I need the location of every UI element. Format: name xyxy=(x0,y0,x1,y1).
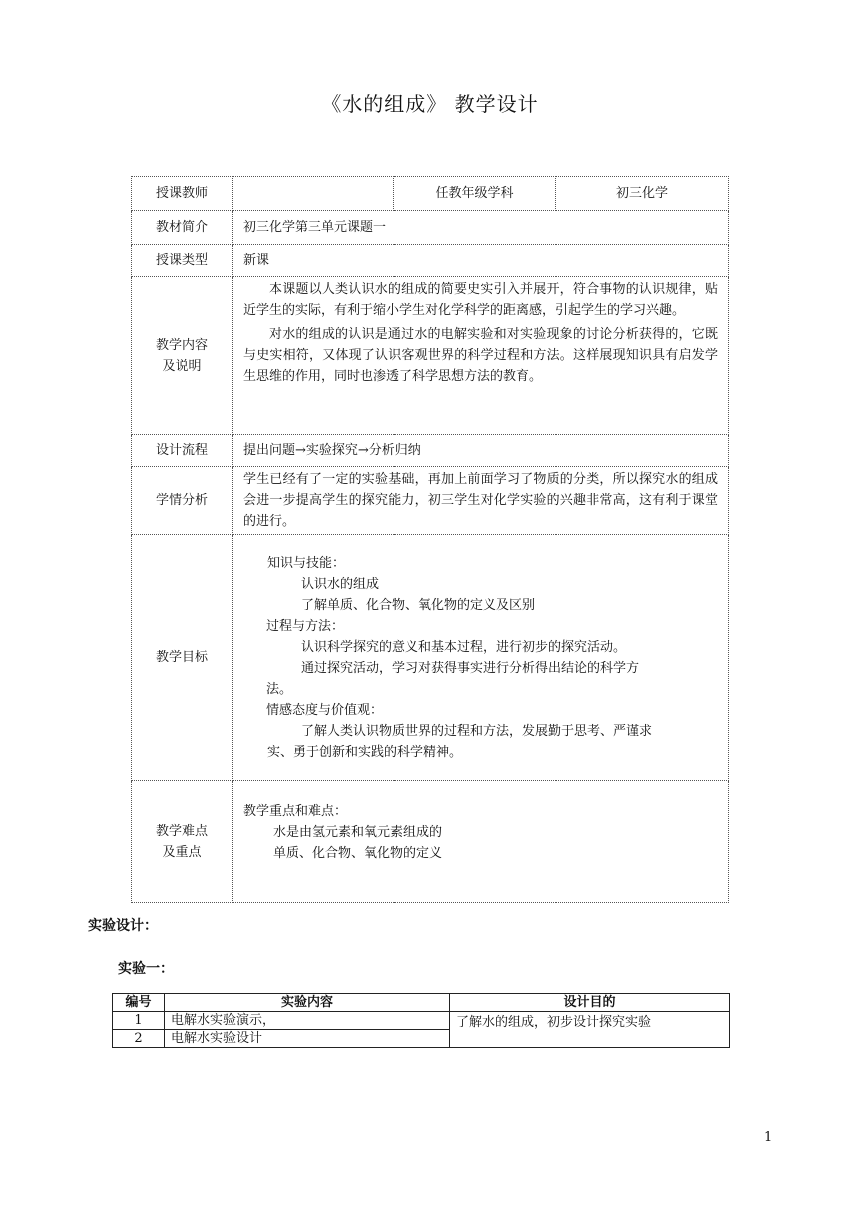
flow-value: 提出问题→实验探究→分析归纳 xyxy=(233,435,729,467)
row-content: 电解水实验演示， xyxy=(165,1012,450,1030)
textbook-value: 初三化学第三单元课题一 xyxy=(233,211,729,245)
goal-line: 情感态度与价值观： xyxy=(266,703,384,718)
goal-line: 过程与方法： xyxy=(266,619,345,634)
diff-line: 教学重点和难点： xyxy=(243,804,348,819)
goal-line: 通过探究活动，学习对获得事实进行分析得出结论的科学方 xyxy=(301,661,640,676)
table-header-row xyxy=(113,994,730,1012)
diff-cell xyxy=(233,781,729,903)
goal-line: 法。 xyxy=(266,682,293,697)
goal-label: 教学目标 xyxy=(132,535,233,781)
teacher-label: 授课教师 xyxy=(132,177,233,211)
content-cell xyxy=(233,277,729,435)
experiment-table xyxy=(112,993,730,1048)
table-row xyxy=(132,277,729,435)
grade-value: 初三化学 xyxy=(556,177,729,211)
content-paragraph-2: 对水的组成的认识是通过水的电解实验和对实验现象的讨论分析获得的，它既与史实相符，又体现了认识客观世界的科学过程和方法。这样展现知识具有启发学生思维的作用，同时也渗透了科学思想方法的教育。 xyxy=(243,327,718,384)
page-number: 1 xyxy=(764,1130,773,1145)
diff-line: 水是由氢元素和氧元素组成的 xyxy=(273,825,443,840)
table-row xyxy=(132,535,729,781)
table-row xyxy=(132,467,729,535)
table-row xyxy=(132,435,729,467)
goal-line: 实、勇于创新和实践的科学精神。 xyxy=(267,745,463,760)
column-header: 实验内容 xyxy=(165,994,450,1012)
row-number: 1 xyxy=(113,1012,165,1030)
lesson-plan-table xyxy=(131,176,729,903)
goal-cell xyxy=(233,535,729,781)
column-header: 编号 xyxy=(113,994,165,1012)
content-label-text: 教学内容及说明 xyxy=(156,337,209,374)
table-row xyxy=(132,245,729,277)
goal-line: 了解单质、化合物、氧化物的定义及区别 xyxy=(301,598,536,613)
table-row xyxy=(132,211,729,245)
goal-line: 了解人类认识物质世界的过程和方法，发展勤于思考、严谨求 xyxy=(301,724,653,739)
row-goal: 了解水的组成，初步设计探究实验 xyxy=(450,1012,730,1048)
row-number: 2 xyxy=(113,1030,165,1048)
content-label xyxy=(132,277,233,435)
teacher-value xyxy=(233,177,394,211)
goal-line: 认识科学探究的意义和基本过程，进行初步的探究活动。 xyxy=(301,640,627,655)
column-header: 设计目的 xyxy=(450,994,730,1012)
textbook-label: 教材简介 xyxy=(132,211,233,245)
table-row xyxy=(132,177,729,211)
content-paragraph-1: 本课题以人类认识水的组成的简要史实引入并展开，符合事物的认识规律，贴近学生的实际，有利于缩小学生对化学科学的距离感，引起学生的学习兴趣。 xyxy=(243,282,718,318)
analysis-value: 学生已经有了一定的实验基础，再加上前面学习了物质的分类，所以探究水的组成会进一步提高学生的探究能力，初三学生对化学实验的兴趣非常高，这有利于课堂的进行。 xyxy=(233,467,729,535)
table-row xyxy=(132,781,729,903)
page-title: 《水的组成》 教学设计 xyxy=(321,92,539,116)
type-label: 授课类型 xyxy=(132,245,233,277)
section-title: 实验设计： xyxy=(88,918,158,934)
table-row xyxy=(113,1012,730,1030)
goal-line: 认识水的组成 xyxy=(301,577,380,592)
flow-label: 设计流程 xyxy=(132,435,233,467)
diff-label xyxy=(132,781,233,903)
row-content: 电解水实验设计 xyxy=(165,1030,450,1048)
grade-label: 任教年级学科 xyxy=(394,177,556,211)
sub-section-title: 实验一： xyxy=(118,961,174,977)
diff-label-text: 教学难点及重点 xyxy=(156,823,209,860)
analysis-label: 学情分析 xyxy=(132,467,233,535)
goal-line: 知识与技能： xyxy=(267,556,346,571)
diff-line: 单质、化合物、氧化物的定义 xyxy=(273,846,443,861)
type-value: 新课 xyxy=(233,245,729,277)
